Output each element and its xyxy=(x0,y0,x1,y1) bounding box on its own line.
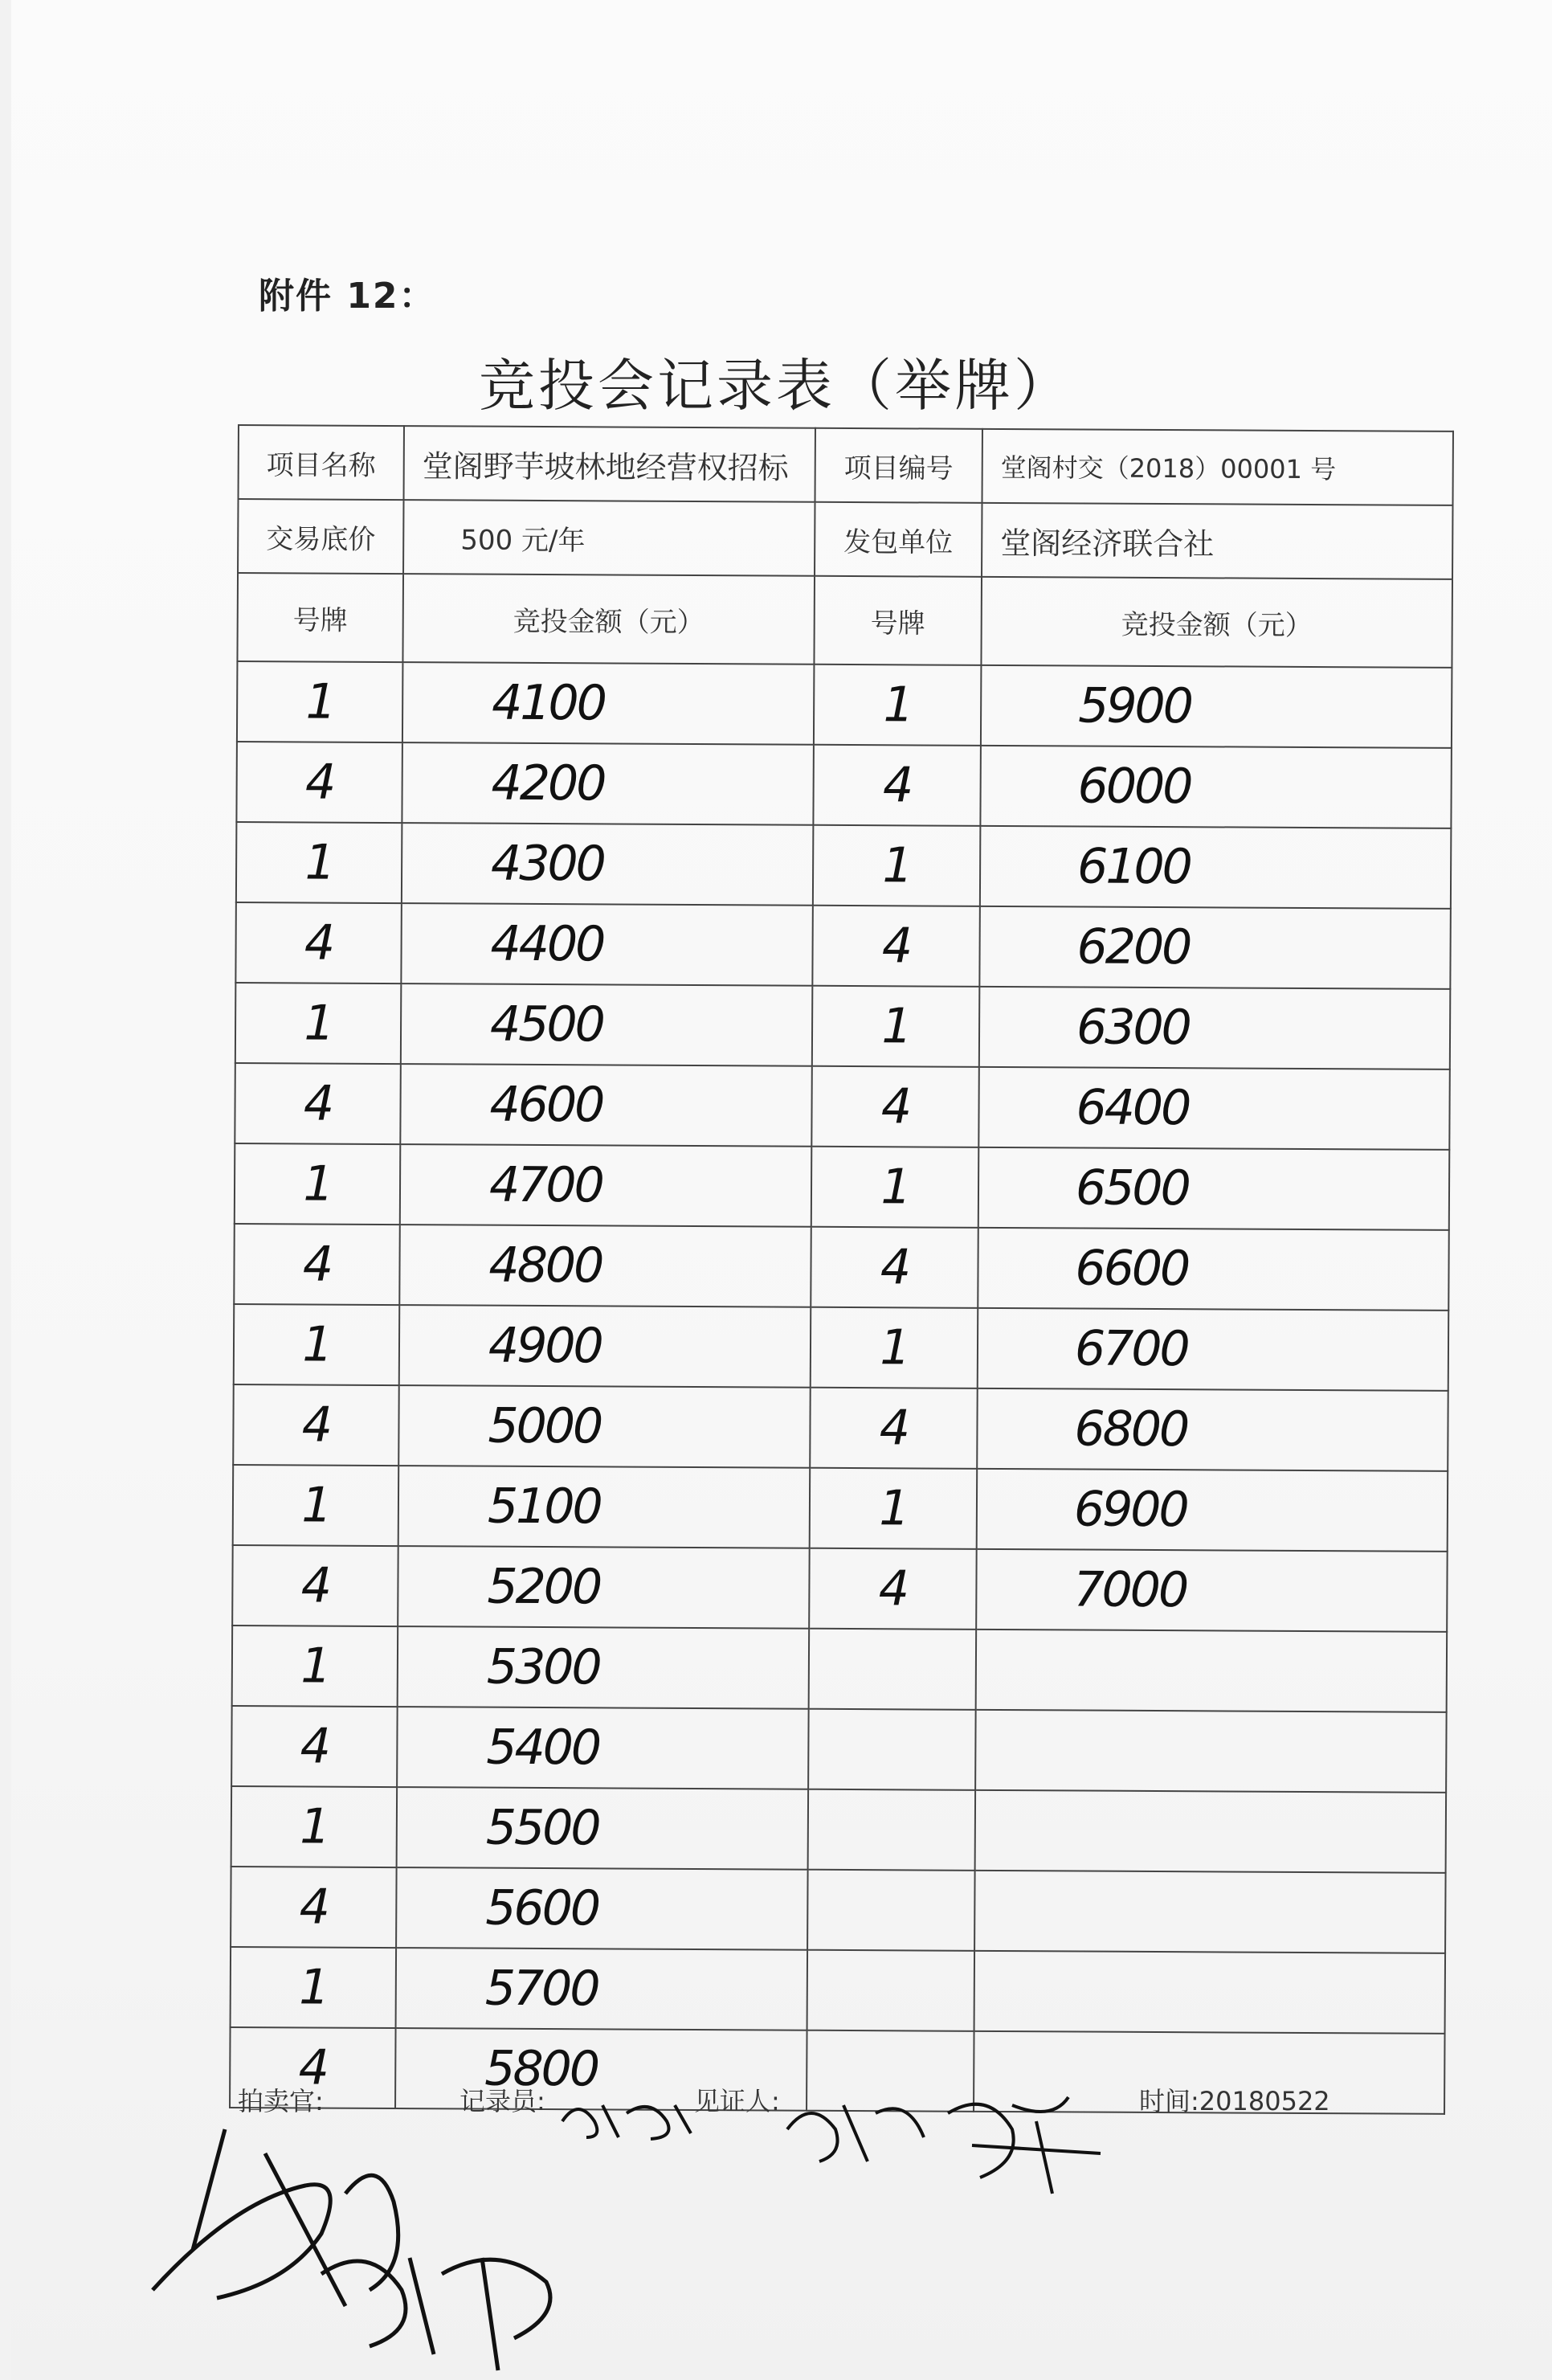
bid-plate-right: 1 xyxy=(812,986,980,1067)
bid-plate-right: 1 xyxy=(811,1147,979,1228)
bid-amount-left: 4800 xyxy=(399,1225,811,1307)
bid-row xyxy=(233,1384,1448,1471)
signature-recorder xyxy=(554,2089,699,2145)
meta-row-price xyxy=(238,499,1452,579)
bid-row xyxy=(234,1304,1449,1391)
bid-amount-left: 4100 xyxy=(402,662,815,745)
bid-amount-left: 4700 xyxy=(400,1144,812,1227)
bid-row xyxy=(231,1947,1446,2034)
bid-plate-left: 4 xyxy=(231,1706,398,1787)
bid-plate-right xyxy=(807,1950,975,2031)
signature-witness xyxy=(779,2081,1117,2210)
bid-plate-left: 4 xyxy=(230,2027,396,2108)
bid-row xyxy=(235,1063,1450,1150)
bid-amount-left: 5300 xyxy=(398,1626,810,1709)
bid-plate-left: 1 xyxy=(234,1304,400,1385)
bid-plate-right: 1 xyxy=(811,1307,978,1388)
plate-header-left: 号牌 xyxy=(237,573,403,662)
bid-amount-left: 5000 xyxy=(398,1385,811,1468)
witness-label: 见证人: xyxy=(694,2086,780,2116)
bid-plate-left: 4 xyxy=(232,1545,398,1626)
bid-amount-left: 5400 xyxy=(397,1707,809,1789)
base-price-label: 交易底价 xyxy=(238,499,403,574)
bid-amount-right: 6800 xyxy=(977,1388,1448,1471)
bid-amount-right: 5900 xyxy=(981,665,1452,748)
bid-amount-left: 4500 xyxy=(401,983,813,1066)
bid-amount-left: 4300 xyxy=(402,823,814,906)
auctioneer-label: 拍卖官: xyxy=(238,2086,324,2116)
project-name-value: 堂阁野芋坡林地经营权招标 xyxy=(404,426,815,502)
project-name-label: 项目名称 xyxy=(239,425,404,500)
bid-amount-right: 6300 xyxy=(979,987,1451,1069)
bid-amount-right xyxy=(974,1951,1446,2034)
bid-amount-left: 4900 xyxy=(399,1305,811,1388)
bid-row xyxy=(231,1786,1447,1873)
bid-amount-left: 4600 xyxy=(400,1064,812,1147)
record-table xyxy=(229,424,1454,2115)
bid-row xyxy=(232,1626,1448,1712)
bid-amount-right xyxy=(976,1630,1448,1712)
bid-plate-left: 1 xyxy=(231,1947,397,2028)
bid-amount-left: 5600 xyxy=(396,1867,808,1950)
bid-row xyxy=(237,661,1452,748)
bid-plate-right: 4 xyxy=(810,1388,978,1469)
bid-amount-right xyxy=(975,1790,1447,1873)
plate-header-right: 号牌 xyxy=(814,576,982,665)
bid-amount-right xyxy=(974,1871,1446,1953)
bid-row xyxy=(235,983,1451,1069)
bid-amount-left: 5200 xyxy=(398,1546,810,1629)
column-header-row xyxy=(237,573,1452,668)
bid-amount-left: 4400 xyxy=(401,903,813,986)
bid-amount-right: 7000 xyxy=(976,1549,1448,1632)
recorder-label: 记录员: xyxy=(459,2086,545,2116)
record-table-area xyxy=(229,424,1452,2098)
bid-row xyxy=(231,1867,1446,1953)
bid-plate-right: 4 xyxy=(811,1227,978,1308)
base-price-value: 500 元/年 xyxy=(403,500,815,576)
signature-auctioneer-second xyxy=(305,2226,594,2378)
bid-row xyxy=(235,902,1451,989)
bid-plate-right xyxy=(807,1870,975,1951)
amount-header-right: 竞投金额（元） xyxy=(981,577,1452,668)
bid-amount-right: 6000 xyxy=(980,746,1452,828)
bid-plate-left: 1 xyxy=(233,1465,399,1546)
bid-amount-left: 4200 xyxy=(402,742,814,825)
time-label: 时间:20180522 xyxy=(1139,2086,1330,2116)
bid-plate-left: 4 xyxy=(231,1867,397,1948)
bid-plate-left: 1 xyxy=(237,661,403,742)
bid-plate-left: 1 xyxy=(231,1786,398,1867)
bid-amount-right: 6200 xyxy=(979,906,1451,989)
bid-plate-left: 4 xyxy=(233,1384,399,1466)
bid-plate-right: 4 xyxy=(813,745,981,826)
bid-plate-left: 4 xyxy=(234,1224,400,1305)
bid-row xyxy=(236,742,1452,828)
bid-plate-right xyxy=(808,1709,976,1790)
bid-plate-left: 1 xyxy=(235,1143,401,1225)
bid-plate-right xyxy=(809,1629,977,1710)
bid-amount-right xyxy=(975,1710,1447,1793)
document-title: 竞投会记录表（举牌） xyxy=(479,353,1073,419)
bid-plate-left: 4 xyxy=(235,1063,401,1144)
bid-plate-right: 1 xyxy=(810,1468,978,1549)
bid-row xyxy=(235,1143,1450,1230)
issuer-label: 发包单位 xyxy=(815,502,982,577)
bid-row xyxy=(234,1224,1449,1311)
amount-header-left: 竞投金额（元） xyxy=(402,574,815,665)
bid-row xyxy=(231,1706,1447,1793)
issuer-value: 堂阁经济联合社 xyxy=(982,503,1452,579)
bid-amount-right: 6400 xyxy=(978,1067,1450,1150)
bid-amount-left: 5100 xyxy=(398,1466,811,1548)
bid-plate-right: 1 xyxy=(814,665,982,746)
bid-amount-right: 6700 xyxy=(978,1308,1449,1391)
bid-plate-left: 4 xyxy=(235,902,402,983)
bid-plate-right: 4 xyxy=(812,906,980,987)
bid-plate-right: 4 xyxy=(811,1066,979,1147)
project-no-label: 项目编号 xyxy=(815,428,982,503)
bid-row xyxy=(236,822,1452,909)
bid-amount-left: 5500 xyxy=(397,1787,809,1870)
bid-amount-right: 6600 xyxy=(978,1228,1449,1311)
bid-plate-left: 1 xyxy=(232,1626,398,1707)
bid-plate-left: 1 xyxy=(236,822,402,903)
attachment-label: 附件 12： xyxy=(259,276,436,317)
bid-plate-left: 4 xyxy=(236,742,402,823)
bid-plate-right xyxy=(808,1789,976,1871)
bid-amount-right: 6500 xyxy=(978,1147,1450,1230)
meta-row-project xyxy=(239,425,1453,505)
bid-plate-right: 4 xyxy=(809,1548,977,1630)
bid-amount-right: 6100 xyxy=(980,826,1452,909)
bid-plate-right: 1 xyxy=(813,825,981,906)
bid-row xyxy=(232,1545,1448,1632)
bid-amount-right: 6900 xyxy=(977,1469,1448,1552)
bid-row xyxy=(233,1465,1448,1552)
bid-amount-left: 5800 xyxy=(395,2028,807,2111)
bid-plate-left: 1 xyxy=(235,983,402,1064)
project-no-value: 堂阁村交（2018）00001 号 xyxy=(982,429,1453,505)
bid-amount-left: 5700 xyxy=(396,1948,808,2030)
